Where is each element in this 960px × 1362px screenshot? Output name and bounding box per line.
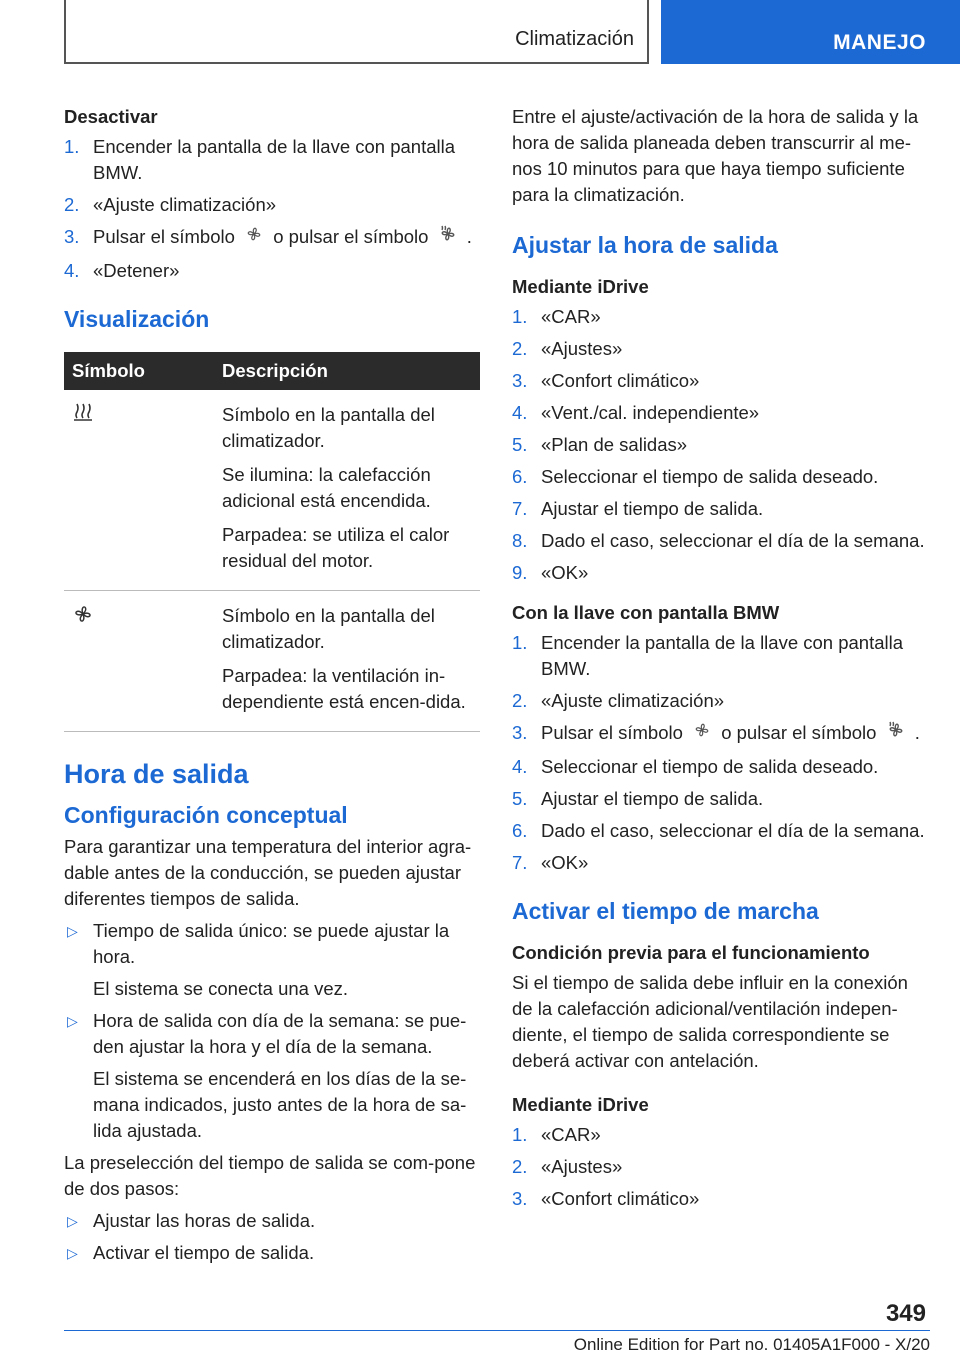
list-item <box>64 134 480 186</box>
list-item: 1. «CAR» <box>512 306 601 327</box>
description-line: Parpadea: se utiliza el calor residual del motor. <box>222 524 450 571</box>
bullet-list <box>64 1208 480 1266</box>
key-steps <box>512 630 930 876</box>
deactivate-steps <box>64 134 480 284</box>
step-text: «Vent./cal. independiente» <box>541 402 760 423</box>
list-item: 3. Pulsar el símbolo o pulsar el símbolo . <box>512 720 930 748</box>
list-item: 6. Seleccionar el tiempo de salida deseado. <box>512 466 879 487</box>
step-text: Encender la pantalla de la llave con pantalla BMW. <box>93 136 456 183</box>
table-header-row <box>64 352 480 390</box>
step-text: «Plan de salidas» <box>541 434 688 455</box>
idrive2-steps <box>512 1122 930 1212</box>
list-item: 2. «Ajustes» <box>512 1156 623 1177</box>
bullet-text: Hora de salida con día de la semana: se pue-den ajustar la hora y el día de la semana. <box>93 1010 467 1057</box>
triangle-right-icon: ▷ <box>67 923 78 939</box>
step-text: «OK» <box>541 562 589 583</box>
step-text: «Detener» <box>93 260 180 281</box>
fan-heat-icon <box>882 721 910 748</box>
concept-text: Para garantizar una temperatura del interior agra-dable antes de la conducción, se pueden ajustar diferentes tiempos de salida. <box>64 836 472 909</box>
step-text: Dado el caso, seleccionar el día de la semana. <box>541 530 925 551</box>
table-cell-symbol <box>64 591 222 732</box>
fan-icon <box>72 608 94 629</box>
bullet-subtext: El sistema se encenderá en los días de la se-mana indicados, justo antes de la hora de sa-lida ajustada. <box>93 1068 467 1141</box>
table-header-symbol: Símbolo <box>64 352 222 390</box>
idrive-title: Mediante iDrive <box>512 276 649 297</box>
bullet-subtext: El sistema se conecta una vez. <box>93 978 349 999</box>
condition-text: Si el tiempo de salida debe influir en la conexión de la calefacción adicional/ventilación indepen-diente, el tiempo de salida correspondiente se deberá activar con antelación. <box>512 972 908 1071</box>
step-text: Encender la pantalla de la llave con pantalla BMW. <box>541 632 904 679</box>
set-departure-title: Ajustar la hora de salida <box>512 232 778 258</box>
fan-icon <box>688 721 716 748</box>
step-text: Ajustar el tiempo de salida. <box>541 498 764 519</box>
step-number: 3. <box>64 226 80 247</box>
step-text: Ajustar el tiempo de salida. <box>541 788 764 809</box>
triangle-right-icon: ▷ <box>67 1213 78 1229</box>
step-text: Dado el caso, seleccionar el día de la semana. <box>541 820 925 841</box>
step-text: «CAR» <box>541 1124 601 1145</box>
condition-title: Condición previa para el funcionamiento <box>512 942 870 963</box>
step-text: Pulsar el símbolo <box>541 722 683 743</box>
table-header-description: Descripción <box>222 352 480 390</box>
step-text: Seleccionar el tiempo de salida deseado. <box>541 466 879 487</box>
symbol-table <box>64 352 480 732</box>
table-row <box>64 591 480 732</box>
step-text: «Ajustes» <box>541 338 623 359</box>
list-item <box>64 1008 480 1144</box>
step-number: 1. <box>64 136 80 157</box>
idrive-steps <box>512 304 930 586</box>
triangle-right-icon: ▷ <box>67 1013 78 1029</box>
list-item: 9. «OK» <box>512 562 589 583</box>
left-column <box>64 104 480 1272</box>
right-column <box>512 104 930 1218</box>
table-cell-symbol <box>64 390 222 591</box>
step-text: «OK» <box>541 852 589 873</box>
list-item <box>64 224 480 252</box>
step-text-end: . <box>914 722 920 743</box>
description-line: Parpadea: la ventilación in-dependiente está encen-dida. <box>222 665 466 712</box>
departure-time-title: Hora de salida <box>64 759 249 789</box>
fan-icon <box>240 225 268 252</box>
list-item <box>64 258 480 284</box>
footer-divider <box>64 1330 930 1331</box>
table-cell-description <box>222 390 480 591</box>
bullet-text: Activar el tiempo de salida. <box>93 1242 315 1263</box>
heater-icon <box>72 405 94 426</box>
concept-title: Configuración conceptual <box>64 802 348 828</box>
list-item: 1. «CAR» <box>512 1124 601 1145</box>
triangle-right-icon: ▷ <box>67 1245 78 1261</box>
deactivate-title: Desactivar <box>64 106 158 127</box>
chapter-tab[interactable] <box>661 0 960 64</box>
list-item: 6. Dado el caso, seleccionar el día de la semana. <box>512 820 925 841</box>
step-text: «Confort climático» <box>541 370 700 391</box>
page-number: 349 <box>885 1300 926 1327</box>
step-text: «CAR» <box>541 306 601 327</box>
fan-heat-icon <box>434 225 462 252</box>
footer-edition: Online Edition for Part no. 01405A1F000 - X/20 <box>573 1335 930 1354</box>
list-item: 3. «Confort climático» <box>512 1188 700 1209</box>
step-text: «Ajustes» <box>541 1156 623 1177</box>
list-item: 8. Dado el caso, seleccionar el día de la semana. <box>512 530 925 551</box>
preselection-text: La preselección del tiempo de salida se com-pone de dos pasos: <box>64 1152 476 1199</box>
list-item: 7. Ajustar el tiempo de salida. <box>512 498 764 519</box>
description-line: Símbolo en la pantalla del climatizador. <box>222 404 435 451</box>
bullet-text: Tiempo de salida único: se puede ajustar la hora. <box>93 920 450 967</box>
list-item <box>64 192 480 218</box>
step-text-end: . <box>466 226 472 247</box>
step-text-mid: o pulsar el símbolo <box>721 722 877 743</box>
step-text-mid: o pulsar el símbolo <box>273 226 429 247</box>
list-item: 5. «Plan de salidas» <box>512 434 688 455</box>
step-text: «Ajuste climatización» <box>541 690 725 711</box>
list-item <box>64 1240 480 1266</box>
description-line: Se ilumina: la calefacción adicional está encendida. <box>222 464 431 511</box>
visualization-title: Visualización <box>64 306 210 332</box>
step-number: 2. <box>64 194 80 215</box>
step-text: «Ajuste climatización» <box>93 194 277 215</box>
bullet-text: Ajustar las horas de salida. <box>93 1210 316 1231</box>
table-cell-description <box>222 591 480 732</box>
activate-title: Activar el tiempo de marcha <box>512 898 819 924</box>
list-item: 2. «Ajustes» <box>512 338 623 359</box>
list-item: 1. Encender la pantalla de la llave con pantalla BMW. <box>512 632 904 679</box>
step-text: «Confort climático» <box>541 1188 700 1209</box>
table-row <box>64 390 480 591</box>
idrive2-title: Mediante iDrive <box>512 1094 649 1115</box>
section-title: Climatización <box>515 28 634 50</box>
list-item: 7. «OK» <box>512 852 589 873</box>
intro-text: Entre el ajuste/activación de la hora de salida y la hora de salida planeada deben transcurrir al me-nos 10 minutos para que haya tiempo suficiente para la climatización. <box>512 106 919 205</box>
step-text: Seleccionar el tiempo de salida deseado. <box>541 756 879 777</box>
list-item: 5. Ajustar el tiempo de salida. <box>512 788 764 809</box>
list-item <box>64 918 480 1002</box>
header-frame <box>64 0 649 64</box>
list-item: 2. «Ajuste climatización» <box>512 690 725 711</box>
list-item: 4. Seleccionar el tiempo de salida deseado. <box>512 756 879 777</box>
list-item <box>64 1208 480 1234</box>
list-item: 4. «Vent./cal. independiente» <box>512 402 760 423</box>
bullet-list <box>64 918 480 1144</box>
description-line: Símbolo en la pantalla del climatizador. <box>222 605 435 652</box>
step-text: Pulsar el símbolo <box>93 226 235 247</box>
key-title: Con la llave con pantalla BMW <box>512 602 780 623</box>
chapter-tab-label: MANEJO <box>833 31 926 54</box>
step-number: 4. <box>64 260 80 281</box>
list-item: 3. «Confort climático» <box>512 370 700 391</box>
